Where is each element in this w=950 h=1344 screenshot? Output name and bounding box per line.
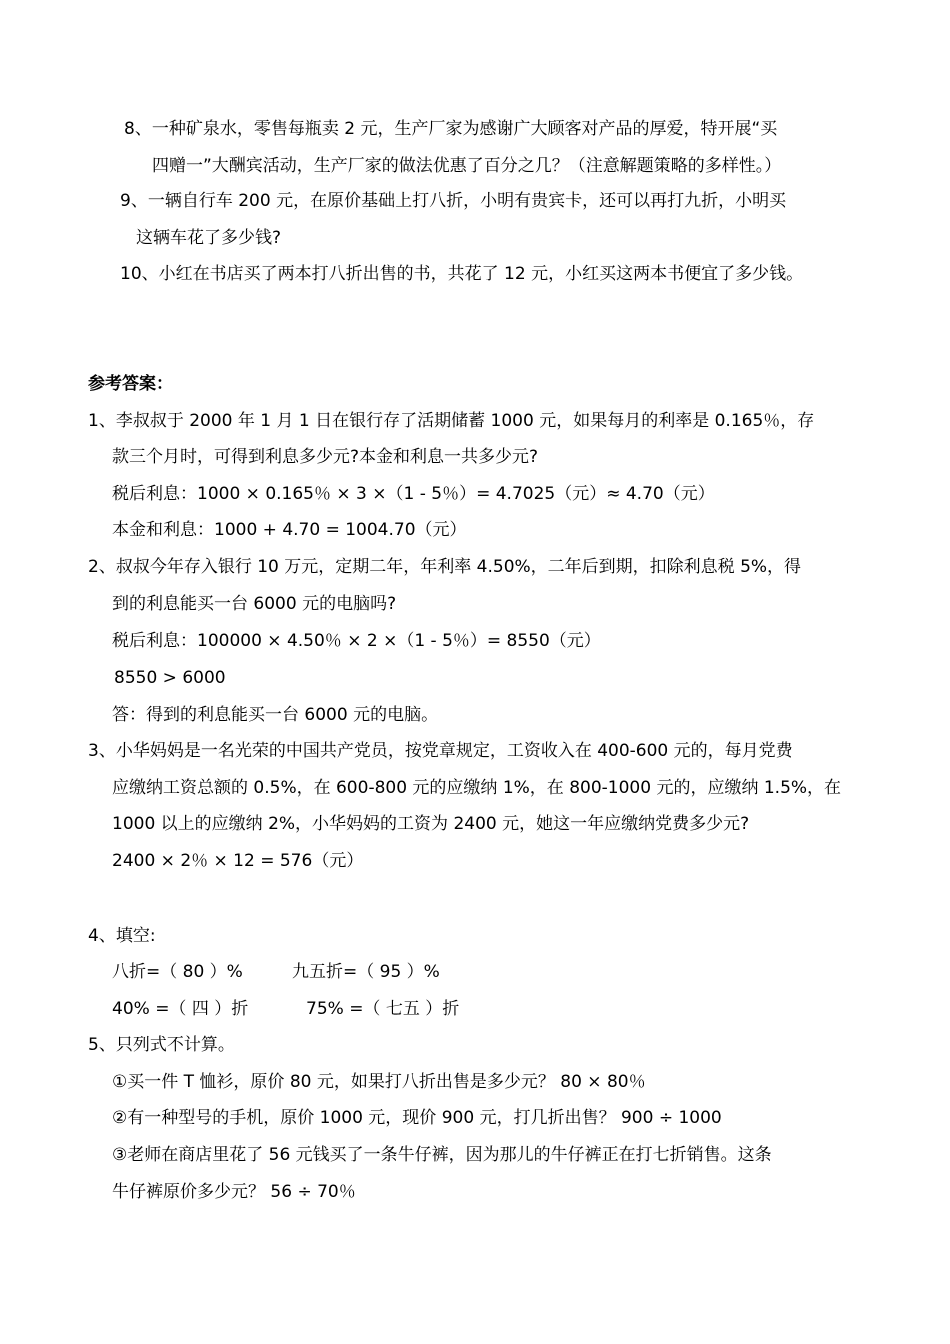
answer-4-title: 4、填空: — [88, 926, 156, 946]
problem-10-line-1: 10、小红在书店买了两本打八折出售的书，共花了 12 元，小红买这两本书便宜了多少钱。 — [120, 264, 804, 284]
answer-4-blank-40: 40% =（ 四 ）折 — [112, 999, 249, 1019]
answer-5-item-1: ①买一件 T 恤衫，原价 80 元，如果打八折出售是多少元？ 80 × 80％ — [112, 1072, 646, 1092]
answer-2-question-line-2: 到的利息能买一台 6000 元的电脑吗? — [112, 594, 397, 614]
answer-4-blank-80: 八折=（ 80 ）% — [112, 962, 243, 982]
problem-9-line-1: 9、一辆自行车 200 元，在原价基础上打八折，小明有贵宾卡，还可以再打九折，小明买 — [120, 191, 787, 211]
answer-1-question-line-1: 1、李叔叔于 2000 年 1 月 1 日在银行存了活期储蓄 1000 元，如果每月的利率是 0.165％，存 — [88, 411, 815, 431]
answer-2-solution-2: 8550 > 6000 — [114, 668, 226, 688]
answer-2-conclusion: 答：得到的利息能买一台 6000 元的电脑。 — [112, 705, 439, 725]
answer-1-question-line-2: 款三个月时，可得到利息多少元?本金和利息一共多少元? — [112, 447, 539, 467]
problem-8-line-1: 8、一种矿泉水，零售每瓶卖 2 元，生产厂家为感谢广大顾客对产品的厚爱，特开展“买 — [124, 119, 778, 139]
answers-heading: 参考答案： — [88, 374, 173, 394]
answer-2-question-line-1: 2、叔叔今年存入银行 10 万元，定期二年，年利率 4.50%，二年后到期，扣除利息税 5%，得 — [88, 557, 802, 577]
answer-5-item-3-line-1: ③老师在商店里花了 56 元钱买了一条牛仔裤，因为那儿的牛仔裤正在打七折销售。这条 — [112, 1145, 772, 1165]
problem-8-line-2: 四赠一”大酬宾活动，生产厂家的做法优惠了百分之几？（注意解题策略的多样性。） — [152, 156, 782, 176]
answer-5-item-3-line-2: 牛仔裤原价多少元？ 56 ÷ 70％ — [112, 1182, 356, 1202]
answer-5-title: 5、只列式不计算。 — [88, 1035, 235, 1055]
answer-4-blank-95: 九五折=（ 95 ）% — [292, 962, 440, 982]
answer-5-item-2: ②有一种型号的手机，原价 1000 元，现价 900 元，打几折出售？ 900 ÷ 1000 — [112, 1108, 722, 1128]
answer-3-question-line-2: 应缴纳工资总额的 0.5%，在 600-800 元的应缴纳 1%，在 800-1000 元的，应缴纳 1.5%，在 — [112, 778, 842, 798]
answer-1-solution-2: 本金和利息：1000 + 4.70 = 1004.70（元） — [112, 520, 467, 540]
answer-3-solution: 2400 × 2％ × 12 = 576（元） — [112, 851, 364, 871]
answer-4-blank-75: 75% =（ 七五 ）折 — [306, 999, 460, 1019]
answer-3-question-line-1: 3、小华妈妈是一名光荣的中国共产党员，按党章规定，工资收入在 400-600 元的，每月党费 — [88, 741, 793, 761]
answer-1-solution-1: 税后利息：1000 × 0.165％ × 3 ×（1 - 5％）= 4.7025（元）≈ 4.70（元） — [112, 484, 715, 504]
answer-3-question-line-3: 1000 以上的应缴纳 2%，小华妈妈的工资为 2400 元，她这一年应缴纳党费多少元? — [112, 814, 750, 834]
answer-2-solution-1: 税后利息：100000 × 4.50％ × 2 ×（1 - 5％）= 8550（元） — [112, 631, 601, 651]
problem-9-line-2: 这辆车花了多少钱? — [136, 228, 282, 248]
